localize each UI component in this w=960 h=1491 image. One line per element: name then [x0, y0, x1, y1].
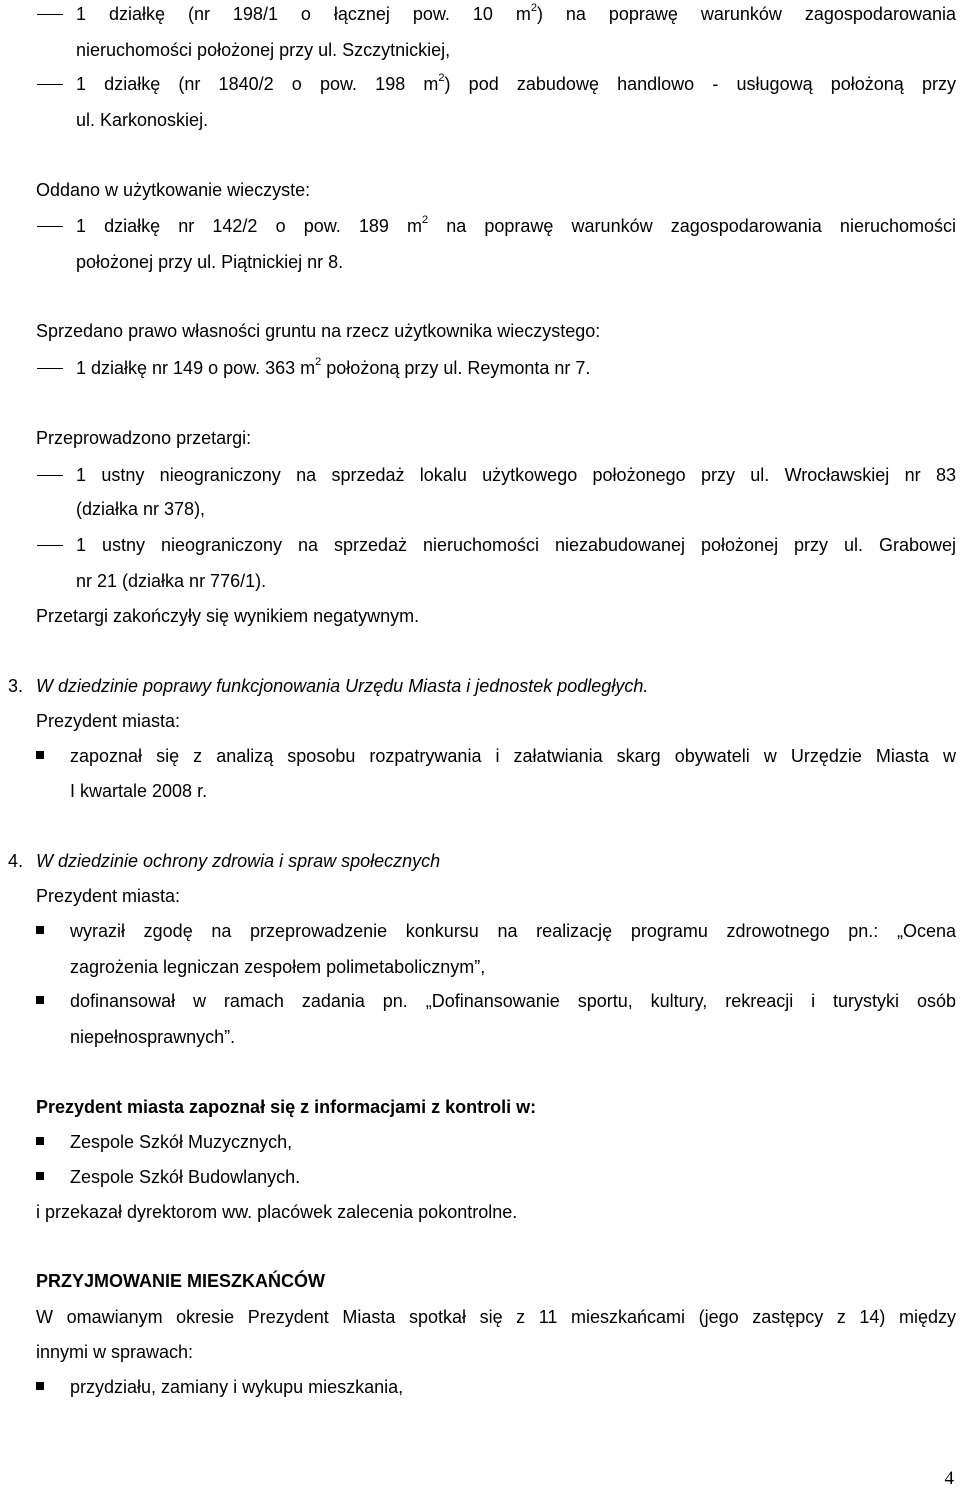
section-title: W dziedzinie ochrony zdrowia i spraw społecznych — [36, 851, 441, 871]
paragraph: Przetargi zakończyły się wynikiem negatywnym. — [36, 606, 420, 626]
dash-bullet — [37, 475, 63, 476]
section-heading: Przeprowadzono przetargi: — [36, 428, 252, 448]
list-item-text: dofinansował w ramach zadania pn. „Dofinansowanie sportu, kultury, rekreacji i turystyki osób — [70, 991, 956, 1011]
list-item-text: 1 działkę (nr 198/1 o łącznej pow. 10 $m^2$) na poprawę warunków zagospodarowania — [76, 2, 956, 24]
list-item-text: położonej przy ul. Piątnickiej nr 8. — [76, 252, 344, 272]
list-item-text: 1 działkę nr 142/2 o pow. 189 $m^2$ na poprawę warunków zagospodarowania nieruchomości — [76, 214, 956, 236]
list-item-text: zapoznał się z analizą sposobu rozpatrywania i załatwiania skarg obywateli w Urzędzie Miasta w — [70, 746, 956, 766]
square-bullet — [36, 1137, 44, 1145]
dash-bullet — [37, 84, 63, 85]
list-item-text: 1 działkę (nr 1840/2 o pow. 198 $m^2$) pod zabudowę handlowo - usługową położoną przy — [76, 72, 956, 94]
list-item-text: Zespole Szkół Budowlanych. — [70, 1167, 301, 1187]
dash-bullet — [37, 226, 63, 227]
page-number: 4 — [944, 1468, 954, 1489]
list-item-text: zagrożenia legniczan zespołem polimetabolicznym”, — [70, 957, 486, 977]
bold-heading: PRZYJMOWANIE MIESZKAŃCÓW — [36, 1271, 326, 1291]
list-item-text: ul. Karkonoskiej. — [76, 110, 209, 130]
paragraph: innymi w sprawach: — [36, 1342, 194, 1362]
square-bullet — [36, 996, 44, 1004]
paragraph: Prezydent miasta: — [36, 886, 181, 906]
section-heading: Oddano w użytkowanie wieczyste: — [36, 180, 311, 200]
paragraph: W omawianym okresie Prezydent Miasta spotkał się z 11 mieszkańcami (jego zastępcy z 14) między — [36, 1307, 956, 1327]
list-item-text: Zespole Szkół Muzycznych, — [70, 1132, 293, 1152]
list-item-text: 1 ustny nieograniczony na sprzedaż nieruchomości niezabudowanej położonej przy ul. Grabowej — [76, 535, 956, 555]
dash-bullet — [37, 368, 63, 369]
list-item-text: niepełnosprawnych”. — [70, 1027, 236, 1047]
list-item-text: 1 działkę nr 149 o pow. 363 $m^2$ położoną przy ul. Reymonta nr 7. — [76, 356, 591, 378]
paragraph: i przekazał dyrektorom ww. placówek zalecenia pokontrolne. — [36, 1202, 518, 1222]
list-item-text: nr 21 (działka nr 776/1). — [76, 571, 267, 591]
list-item-text: I kwartale 2008 r. — [70, 781, 208, 801]
list-item-text: 1 ustny nieograniczony na sprzedaż lokalu użytkowego położonego przy ul. Wrocławskiej nr 83 — [76, 465, 956, 485]
list-item-text: (działka nr 378), — [76, 499, 206, 519]
dash-bullet — [37, 545, 63, 546]
section-heading: Sprzedano prawo własności gruntu na rzecz użytkownika wieczystego: — [36, 321, 601, 341]
list-item-text: wyraził zgodę na przeprowadzenie konkursu na realizację programu zdrowotnego pn.: „Ocena — [70, 921, 956, 941]
square-bullet — [36, 751, 44, 759]
section-number: 3. — [8, 676, 24, 696]
list-item-text: przydziału, zamiany i wykupu mieszkania, — [70, 1377, 404, 1397]
square-bullet — [36, 926, 44, 934]
list-item-text: nieruchomości położonej przy ul. Szczytnickiej, — [76, 40, 451, 60]
bold-heading: Prezydent miasta zapoznał się z informacjami z kontroli w: — [36, 1097, 537, 1117]
section-number: 4. — [8, 851, 24, 871]
square-bullet — [36, 1172, 44, 1180]
square-bullet — [36, 1382, 44, 1390]
paragraph: Prezydent miasta: — [36, 711, 181, 731]
dash-bullet — [37, 14, 63, 15]
section-title: W dziedzinie poprawy funkcjonowania Urzędu Miasta i jednostek podległych. — [36, 676, 649, 696]
